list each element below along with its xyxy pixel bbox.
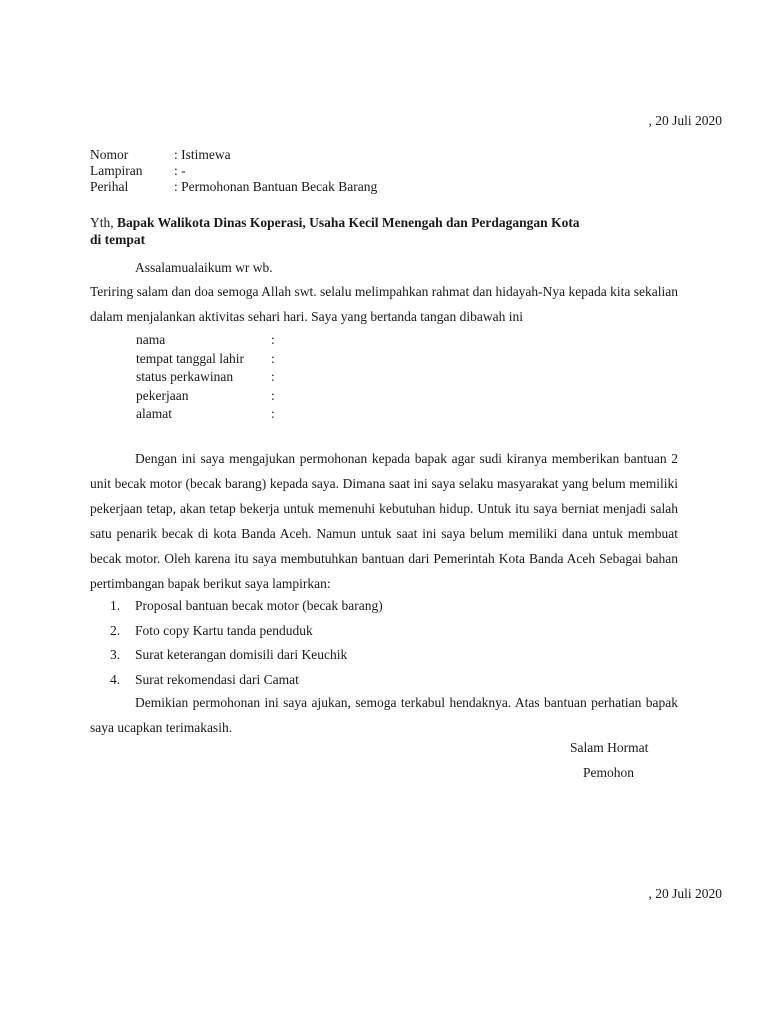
list-text: Surat rekomendasi dari Camat [135, 671, 299, 687]
field-row [136, 387, 275, 406]
field-colon: : [271, 387, 275, 403]
field-colon: : [271, 369, 275, 384]
list-item [110, 619, 383, 644]
field-label: pekerjaan [136, 387, 189, 403]
list-text: Foto copy Kartu tanda penduduk [135, 622, 313, 638]
list-item [110, 643, 383, 668]
meta-label: Perihal [90, 179, 129, 194]
closing-salutation: Salam Hormat [570, 740, 649, 755]
signature-block [570, 740, 648, 781]
meta-row-nomor [90, 147, 377, 163]
meta-label: Lampiran [90, 163, 143, 178]
field-row [136, 350, 275, 369]
closing-paragraph: Demikian permohonan ini saya ajukan, semoga terkabul hendaknya. Atas bantuan perhatian bapak saya ucapkan terimakasih. [90, 695, 678, 735]
meta-value: : Istimewa [174, 147, 231, 162]
list-item [110, 668, 383, 693]
field-label: tempat tanggal lahir [136, 350, 244, 366]
meta-row-perihal [90, 179, 377, 195]
list-number: 3. [110, 647, 121, 662]
list-item [110, 594, 383, 619]
field-label: nama [136, 332, 166, 347]
field-colon: : [271, 406, 275, 421]
greeting: Assalamualaikum wr wb. [135, 260, 273, 275]
request-paragraph: Dengan ini saya mengajukan permohonan kepada bapak agar sudi kiranya memberikan bantuan 2 unit becak motor (becak barang) kepada saya. Dimana saat ini saya selaku masyarakat yang belum memiliki pekerjaan tetap, akan tetap bekerja untuk memenuhi kebutuhan hidup. Untuk itu saya berniat menjadi salah satu penarik becak di kota Banda Aceh. Namun untuk saat ini saya belum memiliki dana untuk membuat becak motor. Oleh karena itu saya membutuhkan bantuan dari Pemerintah Kota Banda Aceh Sebagai bahan pertimbangan bapak berikut saya lampirkan: [90, 451, 678, 591]
letter-date-bottom: , 20 Juli 2020 [648, 886, 722, 901]
meta-label: Nomor [90, 147, 129, 162]
field-colon: : [271, 350, 275, 366]
list-number: 1. [110, 598, 121, 613]
list-text: Surat keterangan domisili dari Keuchik [135, 647, 348, 662]
addressee-name: Bapak Walikota Dinas Koperasi, Usaha Kecil Menengah dan Perdagangan Kota [117, 215, 580, 230]
letter-meta [90, 147, 377, 195]
meta-value: : - [174, 163, 186, 178]
list-number: 2. [110, 622, 121, 638]
field-row [136, 405, 275, 424]
meta-value: : Permohonan Bantuan Becak Barang [174, 179, 378, 194]
field-row [136, 368, 275, 387]
field-colon: : [271, 332, 275, 347]
opening-paragraph: Teriring salam dan doa semoga Allah swt. selalu melimpahkan rahmat dan hidayah-Nya kepada kita sekalian dalam menjalankan aktivitas sehari hari. Saya yang bertanda tangan dibawah ini [90, 284, 678, 324]
list-number: 4. [110, 671, 121, 687]
field-label: alamat [136, 406, 172, 421]
field-label: status perkawinan [136, 369, 234, 384]
addressee [90, 215, 580, 248]
field-row [136, 331, 275, 350]
meta-row-lampiran [90, 163, 377, 179]
addressee-line [90, 215, 580, 232]
identity-fields [136, 331, 275, 424]
list-text: Proposal bantuan becak motor (becak barang) [135, 598, 383, 613]
signer-title: Pemohon [583, 765, 635, 780]
addressee-place: di tempat [90, 232, 146, 247]
attachment-list [110, 594, 383, 692]
letter-date: , 20 Juli 2020 [648, 113, 722, 128]
addressee-prefix: Yth, [90, 215, 117, 230]
